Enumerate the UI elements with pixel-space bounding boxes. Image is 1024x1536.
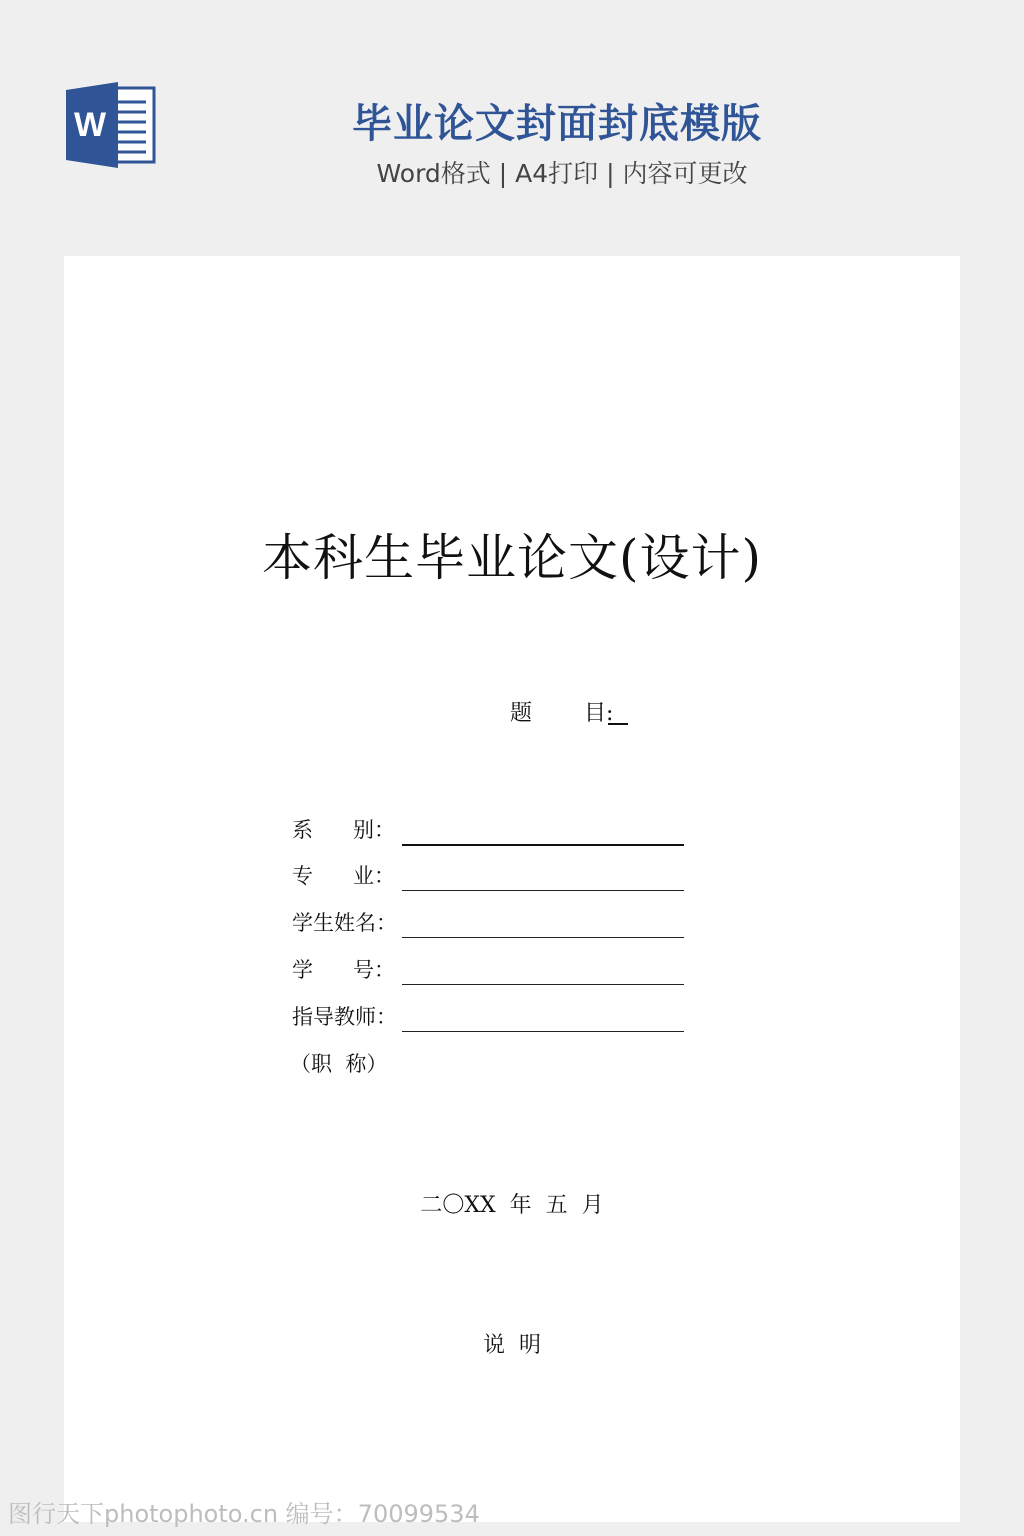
field-label-student-name: 学生姓名：	[292, 911, 397, 935]
field-row-department	[292, 814, 692, 850]
field-label-student-id: 学 号：	[292, 958, 396, 982]
promo-title: 毕业论文封面封底模版	[352, 101, 762, 147]
topic-label-part-1: 题	[510, 701, 533, 726]
topic-underline[interactable]	[608, 723, 628, 725]
field-row-advisor	[292, 1001, 692, 1037]
field-line-student-id[interactable]	[402, 984, 684, 985]
document-page	[64, 256, 960, 1522]
field-label-department: 系 别：	[292, 818, 396, 842]
field-line-department[interactable]	[402, 844, 684, 846]
field-line-student-name[interactable]	[402, 937, 684, 938]
field-row-student-id	[292, 954, 692, 990]
word-icon-letter: W	[73, 106, 107, 144]
field-line-advisor[interactable]	[402, 1031, 684, 1032]
promo-subtitle: Word格式 | A4打印 | 内容可更改	[376, 159, 748, 188]
field-line-major[interactable]	[402, 890, 684, 891]
promo-header	[0, 0, 1024, 250]
document-date: 二〇XX 年 五 月	[420, 1193, 604, 1218]
field-row-major	[292, 860, 692, 896]
watermark-text: 图行天下photophoto.cn 编号：70099534	[8, 1500, 480, 1528]
advisor-title-note: （职 称）	[290, 1052, 388, 1076]
field-label-advisor: 指导教师：	[292, 1005, 397, 1029]
document-title: 本科生毕业论文(设计)	[261, 529, 762, 587]
field-row-student-name	[292, 907, 692, 943]
explanation-heading: 说 明	[483, 1333, 541, 1358]
topic-label-part-2: 目:	[584, 701, 614, 726]
field-label-major: 专 业：	[292, 864, 396, 888]
